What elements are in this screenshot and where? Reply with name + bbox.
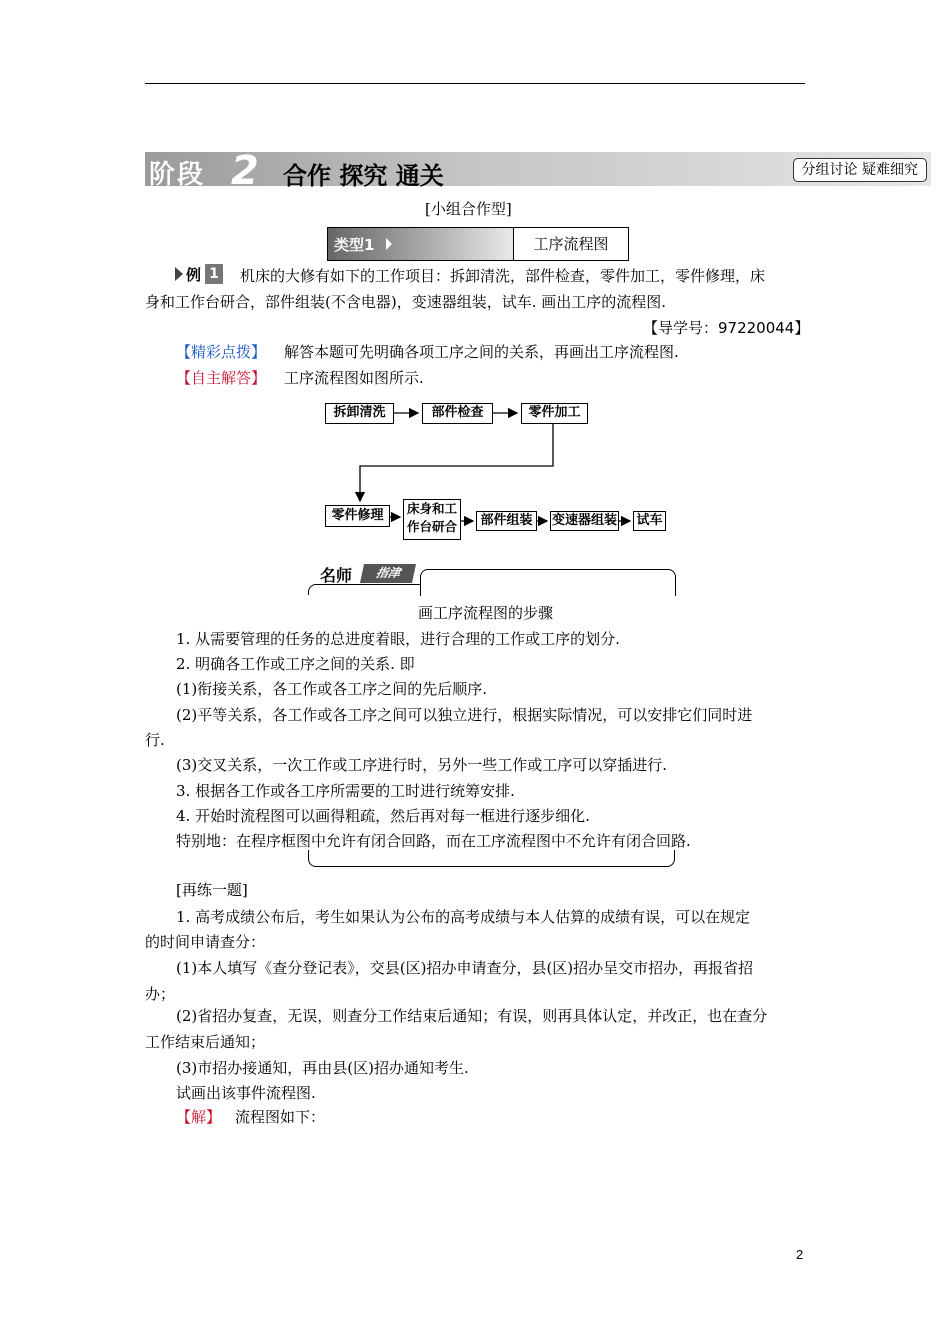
flow-box-disassemble: 拆卸清洗: [325, 403, 394, 424]
teacher-note-label: 名师: [320, 566, 353, 585]
process-flowchart: [0, 0, 950, 560]
practice-line: (3)市招办接通知，再由县(区)招办通知考生.: [176, 1059, 469, 1077]
flow-box-repair: 零件修理: [325, 505, 390, 527]
practice-heading: [再练一题]: [176, 881, 248, 899]
stage-word: 阶段: [149, 160, 206, 190]
practice-answer-text: 流程图如下：: [235, 1108, 326, 1126]
type-value: 工序流程图: [513, 228, 628, 260]
stage-title: 合作 探究 通关: [283, 162, 444, 190]
practice-answer-label: 【解】: [176, 1108, 222, 1126]
note-line: 特别地：在程序框图中允许有闭合回路，而在工序流程图中不允许有闭合回路.: [176, 832, 691, 850]
note-frame-top-left: [308, 584, 421, 595]
example-line-1: 机床的大修有如下的工作项目：拆卸清洗，部件检查，零件加工，零件修理，床: [240, 267, 766, 285]
flow-box-gearbox: 变速器组装: [550, 511, 619, 531]
hint-label: 【精彩点拨】: [176, 343, 267, 361]
practice-line: 办；: [145, 985, 176, 1003]
note-line: (1)衔接关系，各工作或各工序之间的先后顺序.: [176, 680, 488, 698]
answer-label: 【自主解答】: [176, 369, 267, 387]
note-line: 4. 开始时流程图可以画得粗疏，然后再对每一框进行逐步细化.: [176, 807, 590, 825]
note-line: 2. 明确各工作或工序之间的关系. 即: [176, 655, 415, 673]
flow-box-bed-fitting-line-2: 作台研合: [406, 519, 457, 534]
practice-line: 的时间申请查分：: [145, 933, 266, 951]
group-type-heading: [小组合作型]: [425, 200, 512, 218]
note-line: (3)交叉关系，一次工作或工序进行时，另外一些工作或工序可以穿插进行.: [176, 756, 668, 774]
arrow-3: [360, 423, 553, 501]
flow-box-machining: 零件加工: [521, 403, 588, 424]
flow-box-assembly: 部件组装: [476, 511, 537, 531]
practice-line: 试画出该事件流程图.: [176, 1084, 316, 1102]
flow-box-inspect: 部件检查: [422, 403, 493, 424]
teacher-note-tag: 指津: [360, 564, 416, 583]
note-frame-bottom: [308, 850, 675, 867]
answer-text: 工序流程图如图所示.: [284, 369, 424, 387]
practice-line: (1)本人填写《查分登记表》，交县(区)招办申请查分，县(区)招办呈交市招办，再报省招: [176, 959, 754, 977]
example-word: 例: [186, 266, 202, 284]
note-line: 3. 根据各工作或各工序所需要的工时进行统筹安排.: [176, 782, 515, 800]
note-line: (2)平等关系，各工作或各工序之间可以独立进行，根据实际情况，可以安排它们同时进: [176, 706, 753, 724]
stage-tag: 分组讨论 疑难细究: [793, 158, 927, 182]
flow-box-bed-fitting-line-1: 床身和工: [406, 501, 457, 516]
flow-box-bed-fitting: [403, 499, 461, 540]
type-label: 类型1: [334, 236, 375, 254]
example-line-2: 身和工作台研合，部件组装(不含电器)，变速器组装，试车. 画出工序的流程图.: [145, 293, 667, 311]
practice-line: 工作结束后通知；: [145, 1033, 266, 1051]
hint-text: 解答本题可先明确各项工序之间的关系，再画出工序流程图.: [284, 343, 679, 361]
stage-number: 2: [231, 148, 259, 194]
practice-line: 1. 高考成绩公布后，考生如果认为公布的高考成绩与本人估算的成绩有误，可以在规定: [176, 908, 751, 926]
example-number: 1: [205, 264, 223, 284]
practice-line: (2)省招办复查，无误，则查分工作结束后通知；有误，则再具体认定，并改正，也在查分: [176, 1007, 768, 1025]
flow-box-test-run: 试车: [633, 511, 666, 531]
teacher-note-badge: [320, 563, 420, 585]
guide-number: 【导学号：97220044】: [643, 319, 810, 337]
note-frame-top: [420, 569, 676, 596]
flowchart-connectors: [0, 0, 950, 560]
teacher-note-title: 画工序流程图的步骤: [418, 604, 554, 622]
page-number: 2: [796, 1247, 804, 1262]
note-line: 1. 从需要管理的任务的总进度着眼，进行合理的工作或工序的划分.: [176, 630, 620, 648]
note-line: 行.: [145, 731, 165, 749]
